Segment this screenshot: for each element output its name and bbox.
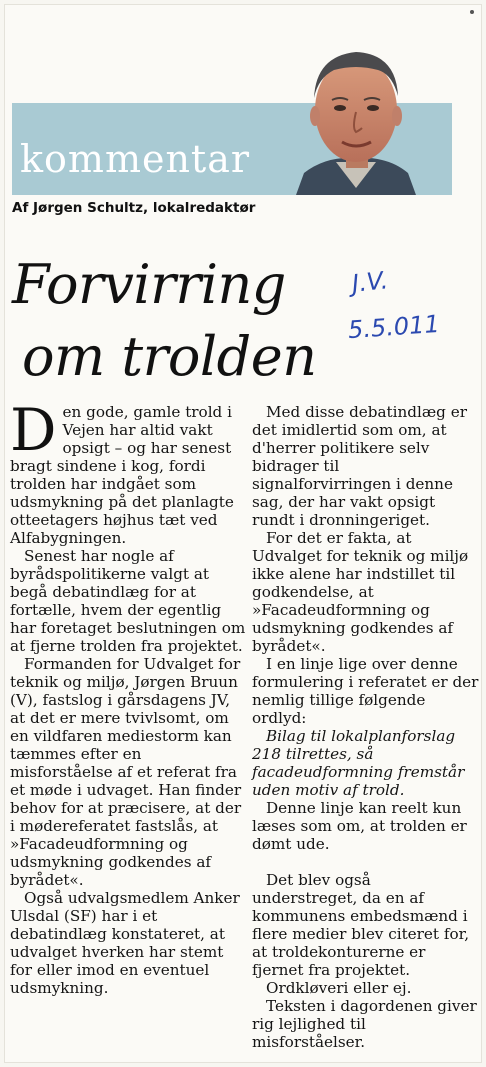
article-paragraph: Den gode, gamle trold i Vejen har altid vakt opsigt – og har senest bragt sindene i kog, fordi trolden har indgået som udsmykning på det planlagte otteetagers højhus tæt ved Alfabygningen. (10, 396, 234, 547)
author-byline: Af Jørgen Schultz, lokalredaktør (12, 200, 256, 216)
article-paragraph: Formanden for Udvalget for teknik og miljø, Jørgen Bruun (V), fastslog i gårsdagens JV, at det er mere tvivlsomt, om en vildfaren mediestorm kan tæmmes efter en misforståelse af et referat fra et møde i udvaget. Han finder behov for at præcisere, at der i mødereferatet fastslås, at »Facadeudformning og udsmykning godkendes af byrådet«. (10, 655, 242, 889)
drop-cap: D (10, 396, 57, 464)
handwritten-note-line-1: J.V. (350, 266, 390, 298)
article-column-left (10, 396, 248, 997)
article-paragraph: For det er fakta, at Udvalget for teknik og miljø ikke alene har indstillet til godkendelse, at »Facadeudformning og udsmykning godkendes af byrådet«. (252, 529, 469, 655)
article-paragraph: Denne linje kan reelt kun læses som om, at trolden er dømt ude. (252, 799, 467, 853)
headline-line-1: Forvirring (12, 253, 286, 316)
handwritten-note-line-2: 5.5.011 (347, 309, 441, 345)
article-paragraph: I en linje lige over denne formulering i referatet er der nemlig tillige følgende ordlyd: (252, 655, 479, 727)
scan-dot (470, 10, 474, 14)
article-paragraph: Teksten i dagordenen giver rig lejlighed til misforståelser. (252, 997, 477, 1051)
article-paragraph: Ordkløveri eller ej. (266, 979, 412, 997)
article-paragraph: Med disse debatindlæg er det imidlertid som om, at d'herrer politikere selv bidrager til signalforvirringen i denne sag, der har vakt opsigt rundt i dronningeriget. (252, 403, 467, 529)
article-paragraph: Også udvalgsmedlem Anker Ulsdal (SF) har i et debatindlæg konstateret, at udvalget hverken har stemt for eller imod en eventuel udsmykning. (10, 889, 240, 997)
author-portrait (296, 38, 416, 195)
article-column-right (252, 403, 480, 1051)
article-paragraph: Det blev også understreget, da en af kommunens embedsmænd i flere medier blev citeret for, at troldekonturerne er fjernet fra projektet. (252, 871, 470, 979)
headline-line-2: om trolden (22, 325, 317, 388)
article-paragraph: Senest har nogle af byrådspolitikerne valgt at begå debatindlæg for at fortælle, hvem der egentlig har foretaget beslutningen om at fjerne trolden fra projektet. (10, 547, 246, 655)
section-label: kommentar (20, 137, 251, 181)
quoted-paragraph: Bilag til lokalplanforslag 218 tilrettes, så facadeudformning fremstår uden motiv af trold. (252, 727, 465, 799)
